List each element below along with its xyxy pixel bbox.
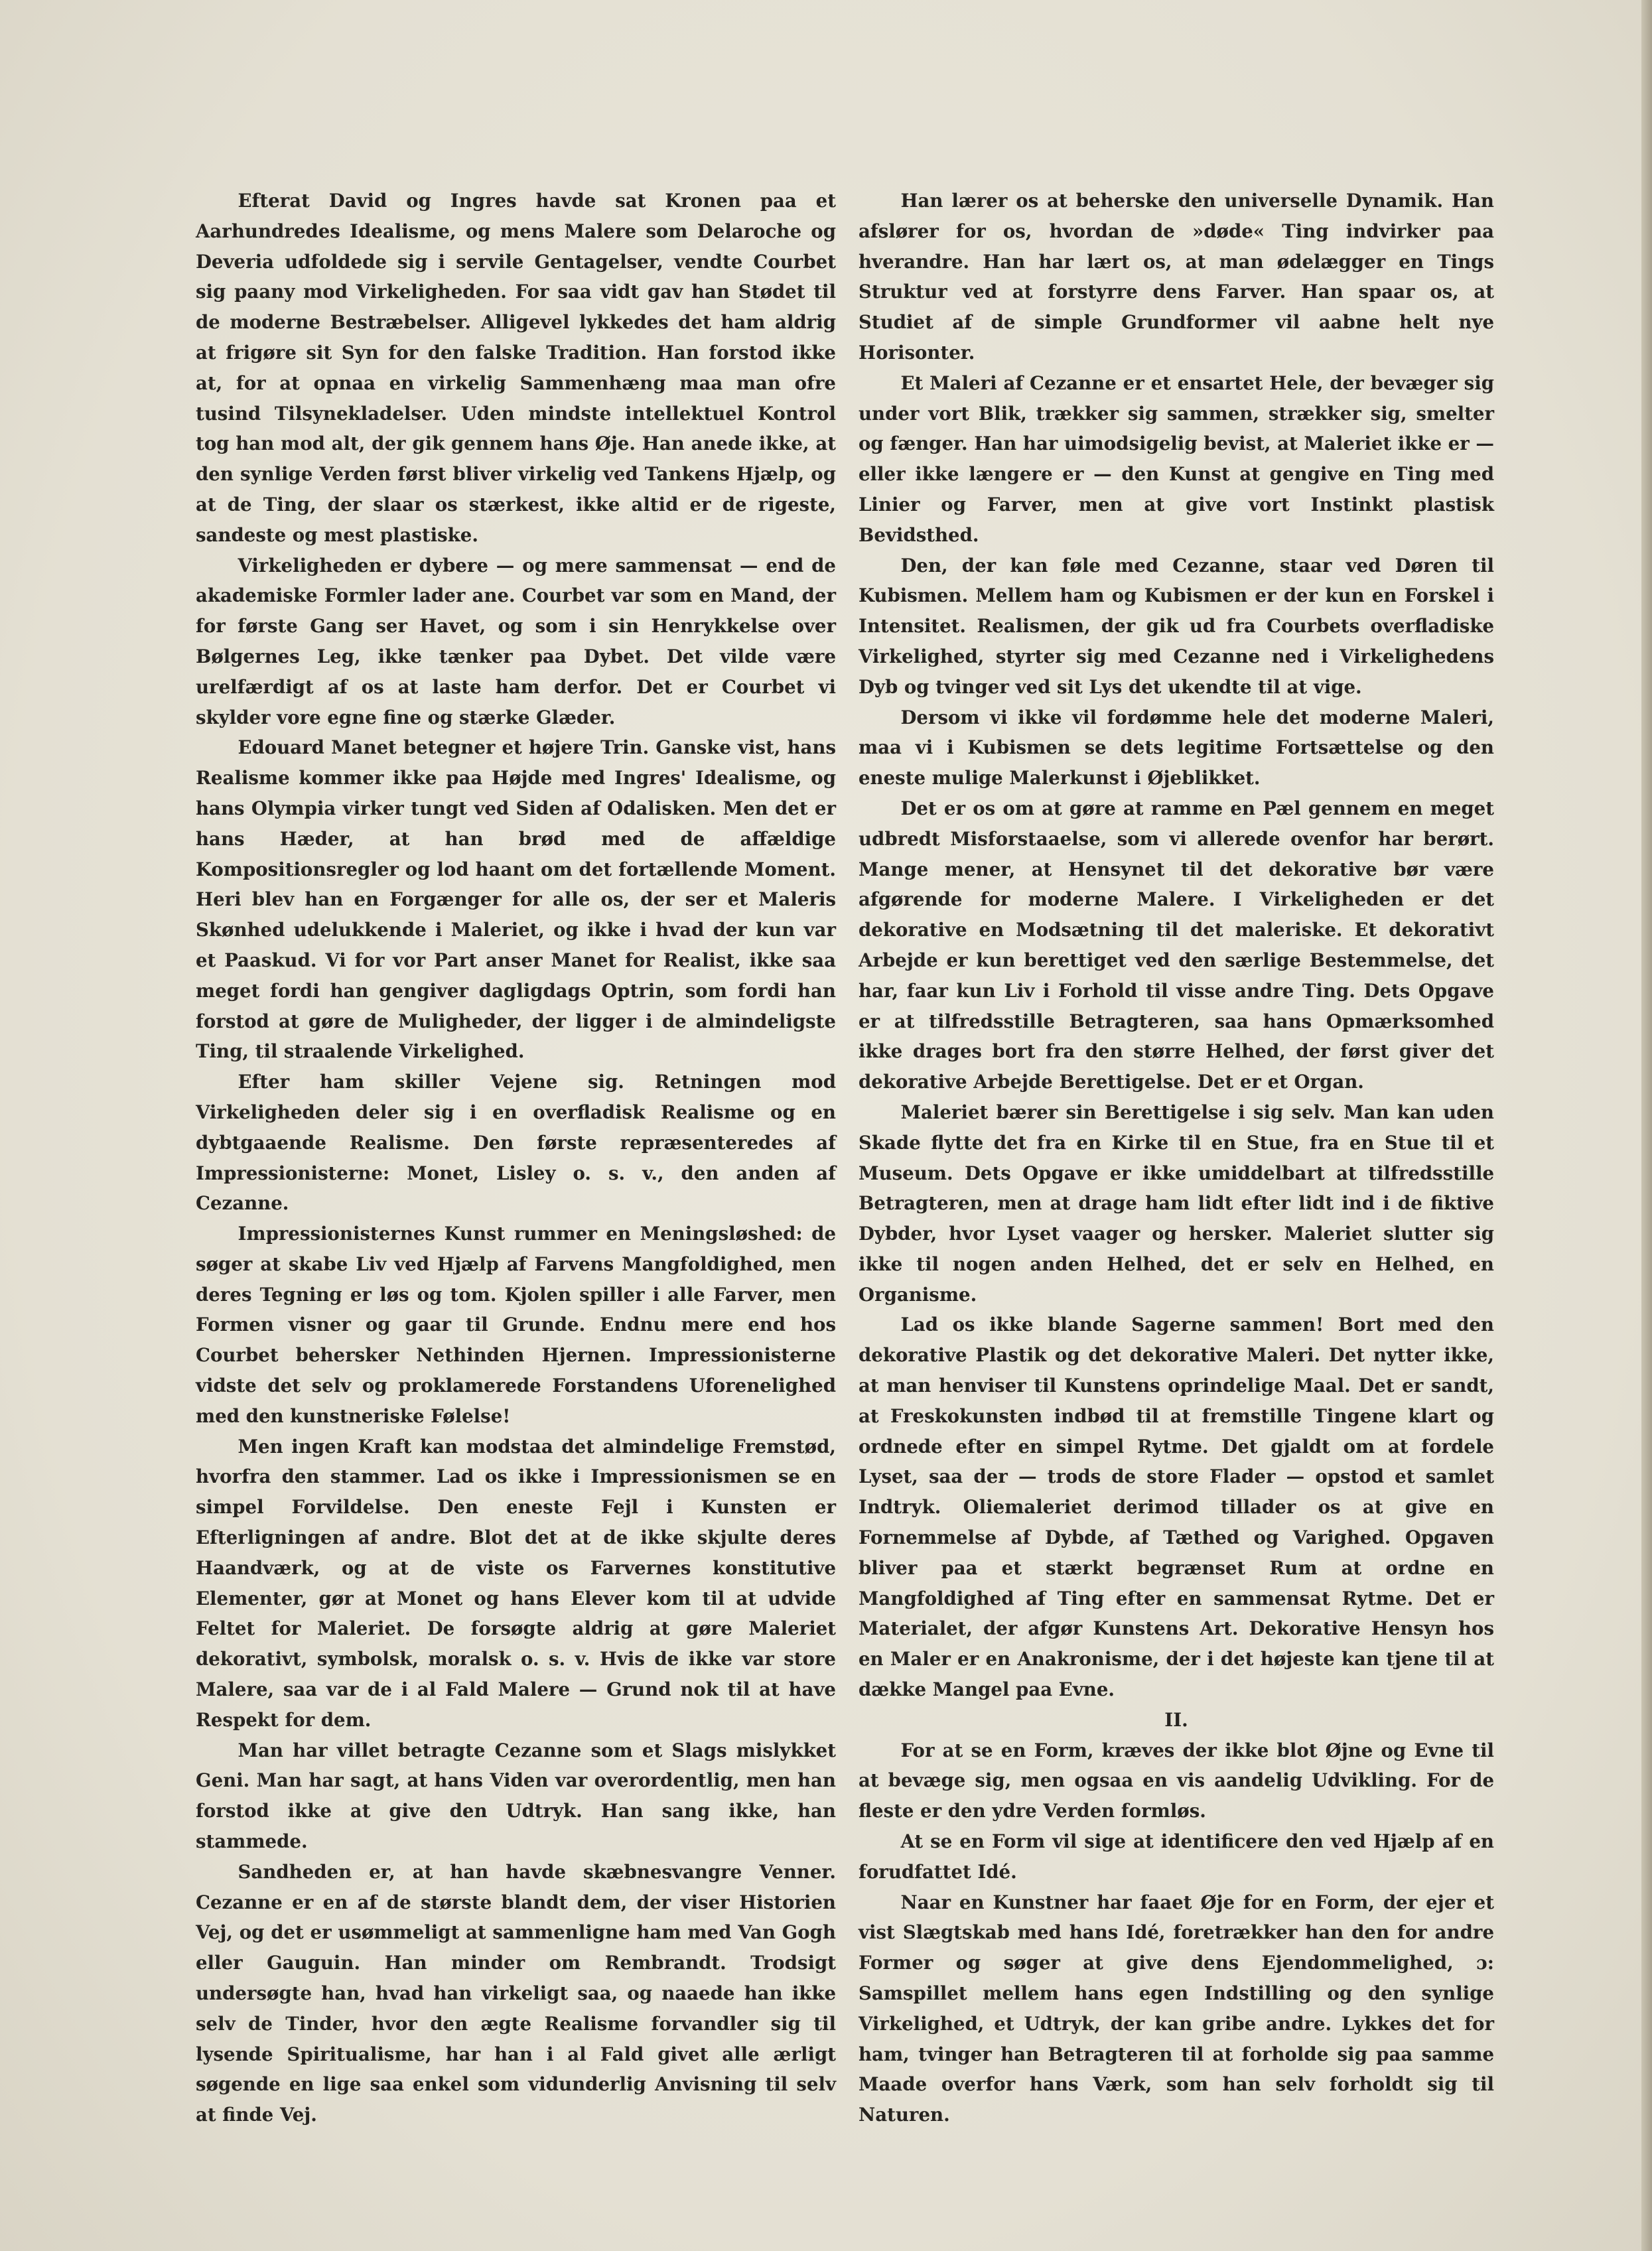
- section-heading-ii: II.: [1164, 1708, 1188, 1731]
- paragraph-seeing-form: For at se en Form, kræves der ikke blot Øjne og Evne til at bevæge sig, men ogsaa en vis aandelig Udvikling. For de fleste er den ydre Verden formløs.: [859, 1739, 1494, 1822]
- paragraph-no-force: Men ingen Kraft kan modstaa det almindelige Fremstød, hvorfra den stammer. Lad os ikke i Impressionismen se en simpel Forvildelse. Den eneste Fejl i Kunsten er Efterligningen af andre. Blot det at de ikke skjulte deres Haandværk, og at de viste os Farvernes konstitutive Elementer, gør at Monet og hans Elever kom til at udvide Feltet for Maleriet. De forsøgte aldrig at gøre Maleriet dekorativt, symbolsk, moralsk o. s. v. Hvis de ikke var store Malere, saa var de i al Fald Malere — Grund nok til at have Respekt for dem.: [196, 1435, 836, 1731]
- paragraph-decorative-misunderstanding: Det er os om at gøre at ramme en Pæl gennem en meget udbredt Misforstaaelse, som vi allerede ovenfor har berørt. Mange mener, at Hensynet til det dekorative bør være afgørende for moderne Malere. I Virkeligheden er det dekorative en Modsætning til det maleriske. Et dekorativt Arbejde er kun berettiget ved den særlige Bestemmelse, det har, faar kun Liv i Forhold til visse andre Ting. Dets Opgave er at tilfredsstille Betragteren, saa hans Opmærksomhed ikke drages bort fra den større Helhed, der først giver det dekorative Arbejde Berettigelse. Det er et Organ.: [859, 797, 1494, 1093]
- paragraph-courbet-intro: Efterat David og Ingres havde sat Kronen paa et Aarhundredes Idealisme, og mens Malere som Delaroche og Deveria udfoldede sig i servile Gentagelser, vendte Courbet sig paany mod Virkeligheden. For saa vidt gav han Stødet til de moderne Bestræbelser. Alligevel lykkedes det ham aldrig at frigøre sit Syn for den falske Tradition. Han forstod ikke at, for at opnaa en virkelig Sammenhæng maa man ofre tusind Tilsynekladelser. Uden mindste intellektuel Kontrol tog han mod alt, der gik gennem hans Øje. Han anede ikke, at den synlige Verden først bliver virkelig ved Tankens Hjælp, og at de Ting, der slaar os stærkest, ikke altid er de rigeste, sandeste og mest plastiske.: [196, 190, 836, 546]
- paragraph-manet: Edouard Manet betegner et højere Trin. Ganske vist, hans Realisme kommer ikke paa Højde med Ingres' Idealisme, og hans Olympia virker tungt ved Siden af Odalisken. Men det er hans Hæder, at han brød med de affældige Kompositionsregler og lod haant om det fortællende Moment. Heri blev han en Forgænger for alle os, der ser et Maleris Skønhed udelukkende i Maleriet, og ikke i hvad der kun var et Paaskud. Vi for vor Part anser Manet for Realist, ikke saa meget fordi han gengiver dagligdags Optrin, som fordi han forstod at gøre de Muligheder, der ligger i de almindeligste Ting, til straalende Virkelighed.: [196, 736, 836, 1063]
- paragraph-identify-form: At se en Form vil sige at identificere den ved Hjælp af en forudfattet Idé.: [859, 1830, 1494, 1883]
- left-text-column: [196, 186, 836, 2130]
- paragraph-door-to-cubism: Den, der kan føle med Cezanne, staar ved Døren til Kubismen. Mellem ham og Kubismen er der kun en Forskel i Intensitet. Realismen, der gik ud fra Courbets overfladiske Virkelighed, styrter sig med Cezanne ned i Virkelighedens Dyb og tvinger ved sit Lys det ukendte til at vige.: [859, 554, 1494, 698]
- paragraph-painting-justification: Maleriet bærer sin Berettigelse i sig selv. Man kan uden Skade flytte det fra en Kirke til en Stue, fra en Stue til et Museum. Dets Opgave er ikke umiddelbart at tilfredsstille Betragteren, men at drage ham lidt efter lidt ind i de fiktive Dybder, hvor Lyset vaager og hersker. Maleriet slutter sig ikke til nogen anden Helhed, det er selv en Helhed, en Organisme.: [859, 1101, 1494, 1306]
- paragraph-paths-divide: Efter ham skiller Vejene sig. Retningen mod Virkeligheden deler sig i en overfladisk Realisme og en dybtgaaende Realisme. Den første repræsenteredes af Impressionisterne: Monet, Lisley o. s. v., den anden af Cezanne.: [196, 1071, 836, 1215]
- paragraph-artist-eye: Naar en Kunstner har faaet Øje for en Form, der ejer et vist Slægtskab med hans Idé, foretrækker han den for andre Former og søger at give dens Ejendommelighed, ɔ: Samspillet mellem hans egen Indstilling og den synlige Virkelighed, et Udtryk, der kan gribe andre. Lykkes det for ham, tvinger han Betragteren til at forholde sig paa samme Maade overfor hans Værk, som han selv forholdt sig til Naturen.: [859, 1891, 1494, 2126]
- paragraph-reality-deeper: Virkeligheden er dybere — og mere sammensat — end de akademiske Formler lader ane. Courbet var som en Mand, der for første Gang ser Havet, og som i sin Henrykkelse over Bølgernes Leg, ikke tænker paa Dybet. Det vilde være urelfærdigt af os at laste ham derfor. Det er Courbet vi skylder vore egne fine og stærke Glæder.: [196, 554, 836, 728]
- paragraph-truth-is: Sandheden er, at han havde skæbnesvangre Venner. Cezanne er en af de største blandt dem, der viser Historien Vej, og det er usømmeligt at sammenligne ham med Van Gogh eller Gauguin. Han minder om Rembrandt. Trodsigt undersøgte han, hvad han virkeligt saa, og naaede han ikke selv de Tinder, hvor den ægte Realisme forvandler sig til lysende Spiritualisme, har han i al Fald givet alle ærligt søgende en lige saa enkel som vidunderlig Anvisning til selv at finde Vej.: [196, 1860, 836, 2126]
- paragraph-dont-mix: Lad os ikke blande Sagerne sammen! Bort med den dekorative Plastik og det dekorative Maleri. Det nytter ikke, at man henviser til Kunstens oprindelige Maal. Det er sandt, at Freskokunsten indbød til at fremstille Tingene klart og ordnede efter en simpel Rytme. Det gjaldt om at fordele Lyset, saa der — trods de store Flader — opstod et samlet Indtryk. Oliemaleriet derimod tillader os at give en Fornemmelse af Dybde, af Tæthed og Varighed. Opgaven bliver paa et stærkt begrænset Rum at ordne en Mangfoldighed af Ting efter en sammensat Rytme. Det er Materialet, der afgør Kunstens Art. Dekorative Hensyn hos en Maler er en Anakronisme, der i det højeste kan tjene til at dække Mangel paa Evne.: [859, 1314, 1494, 1701]
- right-text-column: [859, 186, 1494, 2130]
- paragraph-impressionists: Impressionisternes Kunst rummer en Meningsløshed: de søger at skabe Liv ved Hjælp af Farvens Mangfoldighed, men deres Tegning er løs og tom. Kjolen spiller i alle Farver, men Formen visner og gaar til Grunde. Endnu mere end hos Courbet behersker Nethinden Hjernen. Impressionisterne vidste det selv og proklamerede Forstandens Uforenelighed med den kunstneriske Følelse!: [196, 1223, 836, 1427]
- paragraph-cezanne-genius: Man har villet betragte Cezanne som et Slags mislykket Geni. Man har sagt, at hans Viden var overordentlig, men han forstod ikke at give den Udtryk. Han sang ikke, han stammede.: [196, 1739, 836, 1853]
- paragraph-legitimate-continuation: Dersom vi ikke vil fordømme hele det moderne Maleri, maa vi i Kubismen se dets legitime Fortsættelse og den eneste mulige Malerkunst i Øjeblikket.: [859, 706, 1494, 789]
- page-edge-shadow: [1641, 0, 1652, 2251]
- paragraph-dynamics: Han lærer os at beherske den universelle Dynamik. Han afslører for os, hvordan de »døde« Ting indvirker paa hverandre. Han har lært os, at man ødelægger en Tings Struktur ved at forstyrre dens Farver. Han spaar os, at Studiet af de simple Grundformer vil aabne helt nye Horisonter.: [859, 190, 1494, 364]
- paragraph-cezanne-painting: Et Maleri af Cezanne er et ensartet Hele, der bevæger sig under vort Blik, trækker sig sammen, strækker sig, smelter og fænger. Han har uimodsigelig bevist, at Maleriet ikke er — eller ikke længere er — den Kunst at gengive en Ting med Linier og Farver, men at give vort Instinkt plastisk Bevidsthed.: [859, 372, 1494, 546]
